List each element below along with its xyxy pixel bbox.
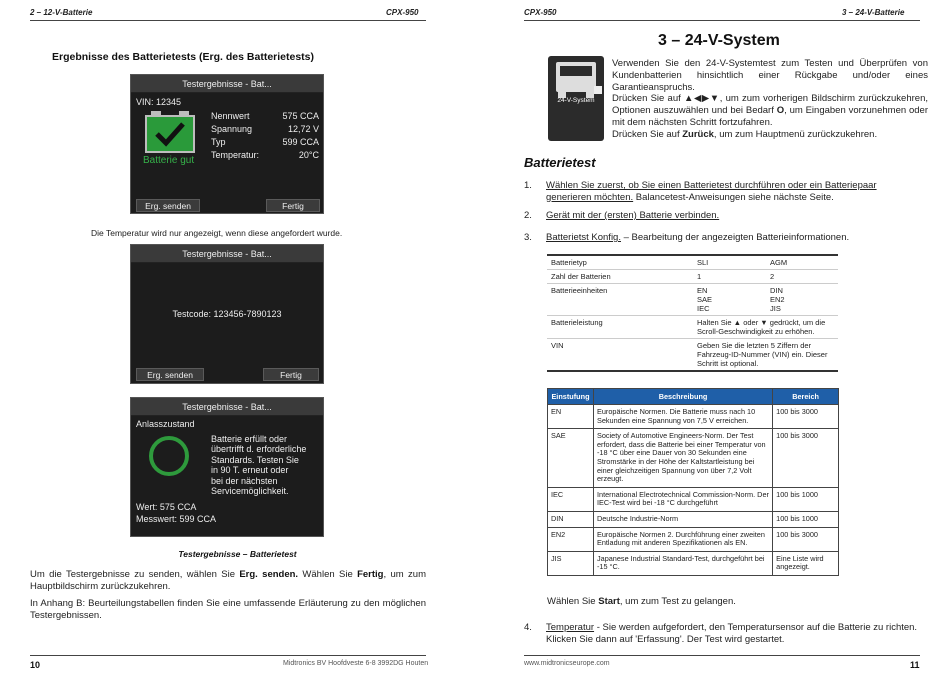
result-screen-1	[130, 74, 324, 214]
table-row	[548, 511, 839, 527]
text-run: , um Eingaben vorzunehmen oder mit dem nächsten Schritt fortzufahren.	[612, 105, 928, 128]
text-run: , um zum Hauptbildschirm zurückzukehren.	[30, 569, 426, 592]
start-instruction	[547, 596, 923, 608]
row-label: Nennwert	[211, 111, 250, 121]
table-cell: Society of Automotive Engineers-Norm. Der Test erfordert, dass die Batterie bei einer Temperatur von -18 °C über eine Dauer von 30 Sekunden eine Stromstärke in der Höhe der Kaltstartleistung bei einer gleichzeitigen Spannung von über 7,2 Volt erzeugt.	[593, 429, 772, 488]
table-cell: Batterietyp	[551, 258, 587, 267]
step-2	[524, 210, 924, 222]
table-header-row	[548, 389, 839, 405]
table-row	[548, 551, 839, 575]
message-line: Servicemöglichkeit.	[211, 486, 289, 497]
send-results-paragraph	[30, 569, 426, 593]
header-divider	[524, 20, 920, 21]
row-value: 20°C	[298, 150, 319, 160]
done-button[interactable]: Fertig	[263, 368, 319, 381]
step-number: 1.	[524, 180, 532, 191]
step-number: 3.	[524, 232, 532, 243]
message-line: in 90 T. erneut oder	[211, 465, 289, 476]
text-run: - Sie werden aufgefordert, den Temperatursensor auf die Batterie zu richten. Klicken Sie dann auf 'Erfassung'. Der Test wird gestartet.	[546, 622, 918, 645]
send-results-button[interactable]: Erg. senden	[136, 199, 200, 212]
step-text	[546, 180, 922, 203]
message-line: Batterie erfüllt oder	[211, 434, 288, 444]
table-cell: 100 bis 3000	[773, 429, 839, 488]
table-header: Bereich	[773, 389, 839, 405]
truck-icon	[548, 56, 604, 116]
text-run: , um zum Hauptmenü zurückzukehren.	[713, 128, 878, 140]
table-cell: EN SAE IEC	[697, 286, 713, 313]
table-row	[548, 527, 839, 551]
page-title: 3 – 24-V-System	[658, 32, 780, 49]
screen-title: Testergebnisse - Bat...	[131, 245, 323, 263]
message-line: bei der nächsten	[211, 475, 278, 486]
text-run: – Bearbeitung der angezeigten Batterieinformationen.	[620, 232, 850, 243]
table-cell: 100 bis 1000	[773, 487, 839, 511]
text-run: Wählen Sie	[298, 569, 358, 580]
table-row	[547, 270, 838, 284]
text-run: Drücken Sie auf ▲◀▶▼, um zum vorherigen Bildschirm zurückzukehren, Optionen auszuwählen und bei Bedarf	[612, 93, 928, 117]
row-label: Temperatur:	[211, 150, 260, 160]
footer-url: www.midtronicseurope.com	[524, 660, 610, 667]
intro-paragraph: Verwenden Sie den 24-V-Systemtest zum Testen und Überprüfen von Kundenbatterien hinsichtlich einer Rückgabe und/oder eines Garantieanspruchs.	[612, 58, 928, 93]
intro-paragraph	[612, 129, 928, 141]
text-underline: Temperatur	[546, 622, 595, 633]
step-4	[524, 622, 924, 646]
table-row	[548, 429, 839, 488]
row-value: 575 CCA	[282, 111, 319, 121]
step-3	[524, 232, 924, 244]
table-cell: IEC	[548, 487, 594, 511]
table-cell: Batterieleistung	[551, 318, 603, 327]
table-cell: Batterieeinheiten	[551, 286, 608, 295]
table-cell: Europäische Normen 2. Durchführung einer zweiten Entladung mit anderen Spezifikationen als EN.	[593, 527, 772, 551]
text-run: Drücken Sie auf	[612, 128, 683, 140]
vin-text: VIN: 12345	[136, 97, 182, 107]
intro-text	[612, 58, 928, 141]
table-row	[547, 284, 838, 316]
cranking-label: Anlasszustand	[136, 419, 195, 429]
header-left: CPX-950	[524, 8, 557, 17]
check-icon	[147, 117, 193, 151]
result-screen-2	[130, 244, 324, 384]
page-number: 11	[910, 660, 920, 670]
battery-good-icon	[145, 115, 195, 153]
system-24v-icon	[548, 56, 604, 141]
table-row	[547, 316, 838, 339]
table-cell: 100 bis 1000	[773, 511, 839, 527]
header-right: CPX-950	[386, 8, 419, 17]
row-value: 12,72 V	[287, 124, 319, 134]
table-row	[548, 487, 839, 511]
table-row	[548, 405, 839, 429]
status-ring-icon	[149, 436, 189, 476]
battery-config-table	[547, 254, 838, 372]
text-underline: Wählen Sie zuerst, ob Sie einen Batterietest durchführen oder ein Batteriepaar generieren möchten.	[546, 180, 877, 203]
step-text	[546, 622, 922, 645]
appendix-paragraph: In Anhang B: Beurteilungstabellen finden Sie eine umfassende Erläuterung zu den möglichen Testergebnissen.	[30, 598, 426, 621]
table-cell: 100 bis 3000	[773, 405, 839, 429]
table-cell: Halten Sie ▲ oder ▼ gedrückt, um die Scroll-Geschwindigkeit zu erhöhen.	[697, 318, 826, 336]
table-header: Einstufung	[548, 389, 594, 405]
intro-paragraph	[612, 93, 928, 128]
message-line: Standards. Testen Sie	[211, 454, 299, 465]
footer-divider	[524, 655, 920, 656]
table-cell: Zahl der Batterien	[551, 272, 611, 281]
section-title: Ergebnisse des Batterietests (Erg. des Batterietests)	[52, 51, 315, 63]
footer-address: Midtronics BV Hoofdveste 6-8 3992DG Houten	[283, 660, 429, 667]
text-run: , um zum Test zu gelangen.	[619, 596, 736, 607]
text-bold: Fertig	[357, 569, 384, 580]
message-line: übertrifft d. erforderliche	[211, 444, 307, 455]
table-cell: AGM	[770, 258, 788, 267]
screen-title: Testergebnisse - Bat...	[131, 398, 323, 416]
table-cell: Europäische Normen. Die Batterie muss nach 10 Sekunden eine Spannung von 7,5 V erreichen.	[593, 405, 772, 429]
header-right: 3 – 24-V-Batterie	[842, 8, 905, 17]
rating-table	[547, 388, 839, 576]
testcode-text: Testcode: 123456-7890123	[172, 309, 282, 319]
table-row	[547, 256, 838, 270]
section-subtitle: Batterietest	[524, 155, 596, 170]
table-cell: VIN	[551, 341, 564, 350]
step-text: Gerät mit der (ersten) Batterie verbinden.	[546, 210, 720, 221]
send-results-button[interactable]: Erg. senden	[136, 368, 204, 381]
table-cell: JIS	[548, 551, 594, 575]
table-header: Beschreibung	[593, 389, 772, 405]
table-cell: Geben Sie die letzten 5 Ziffern der Fahrzeug-ID-Nummer (VIN) ein. Dieser Schritt ist optional.	[697, 341, 828, 368]
temperature-note: Die Temperatur wird nur angezeigt, wenn diese angefordert wurde.	[91, 228, 343, 238]
text-run: Wählen Sie	[547, 596, 599, 607]
value-text: Wert: 575 CCA	[136, 502, 197, 512]
table-cell: Eine Liste wird angezeigt.	[773, 551, 839, 575]
text-bold: O	[776, 105, 785, 117]
icon-label: 24-V-System	[557, 97, 595, 104]
text-bold: Zurück	[682, 128, 714, 140]
text-run: Balancetest-Anweisungen siehe nächste Seite.	[633, 191, 834, 203]
table-cell: EN2	[548, 527, 594, 551]
status-text: Batterie gut	[143, 155, 195, 166]
text-bold: Erg. senden.	[239, 569, 299, 580]
table-cell: SAE	[548, 429, 594, 488]
table-cell: Japanese Industrial Standard-Test, durchgeführt bei -15 °C.	[593, 551, 772, 575]
table-cell: Deutsche Industrie-Norm	[593, 511, 772, 527]
table-cell: EN	[548, 405, 594, 429]
screen-title: Testergebnisse - Bat...	[131, 75, 323, 93]
header-left: 2 – 12-V-Batterie	[30, 8, 93, 17]
table-cell: 1	[697, 272, 702, 281]
table-cell: 2	[770, 272, 775, 281]
table-cell: SLI	[697, 258, 709, 267]
table-row	[547, 339, 838, 370]
measured-text: Messwert: 599 CCA	[136, 514, 217, 524]
result-message	[211, 434, 306, 496]
text-run: Um die Testergebnisse zu senden, wählen Sie	[30, 569, 240, 580]
text-bold: Start	[598, 596, 620, 607]
done-button[interactable]: Fertig	[266, 199, 320, 212]
header-divider	[30, 20, 426, 21]
table-cell: International Electrotechnical Commission-Norm. Der IEC-Test wird bei -18 °C durchgeführt	[593, 487, 772, 511]
text-underline: Batterietst Konfig.	[546, 232, 621, 243]
result-screen-3	[130, 397, 324, 537]
row-label: Spannung	[211, 124, 253, 134]
step-number: 4.	[524, 622, 532, 633]
step-1	[524, 180, 924, 204]
figure-caption: Testergebnisse – Batterietest	[178, 549, 297, 559]
row-value: 599 CCA	[282, 137, 319, 147]
table-cell: DIN EN2 JIS	[770, 286, 785, 313]
row-label: Typ	[211, 137, 226, 147]
page-number: 10	[30, 660, 41, 670]
step-number: 2.	[524, 210, 532, 221]
table-cell: DIN	[548, 511, 594, 527]
table-cell: 100 bis 3000	[773, 527, 839, 551]
footer-divider	[30, 655, 426, 656]
step-text	[546, 232, 922, 244]
